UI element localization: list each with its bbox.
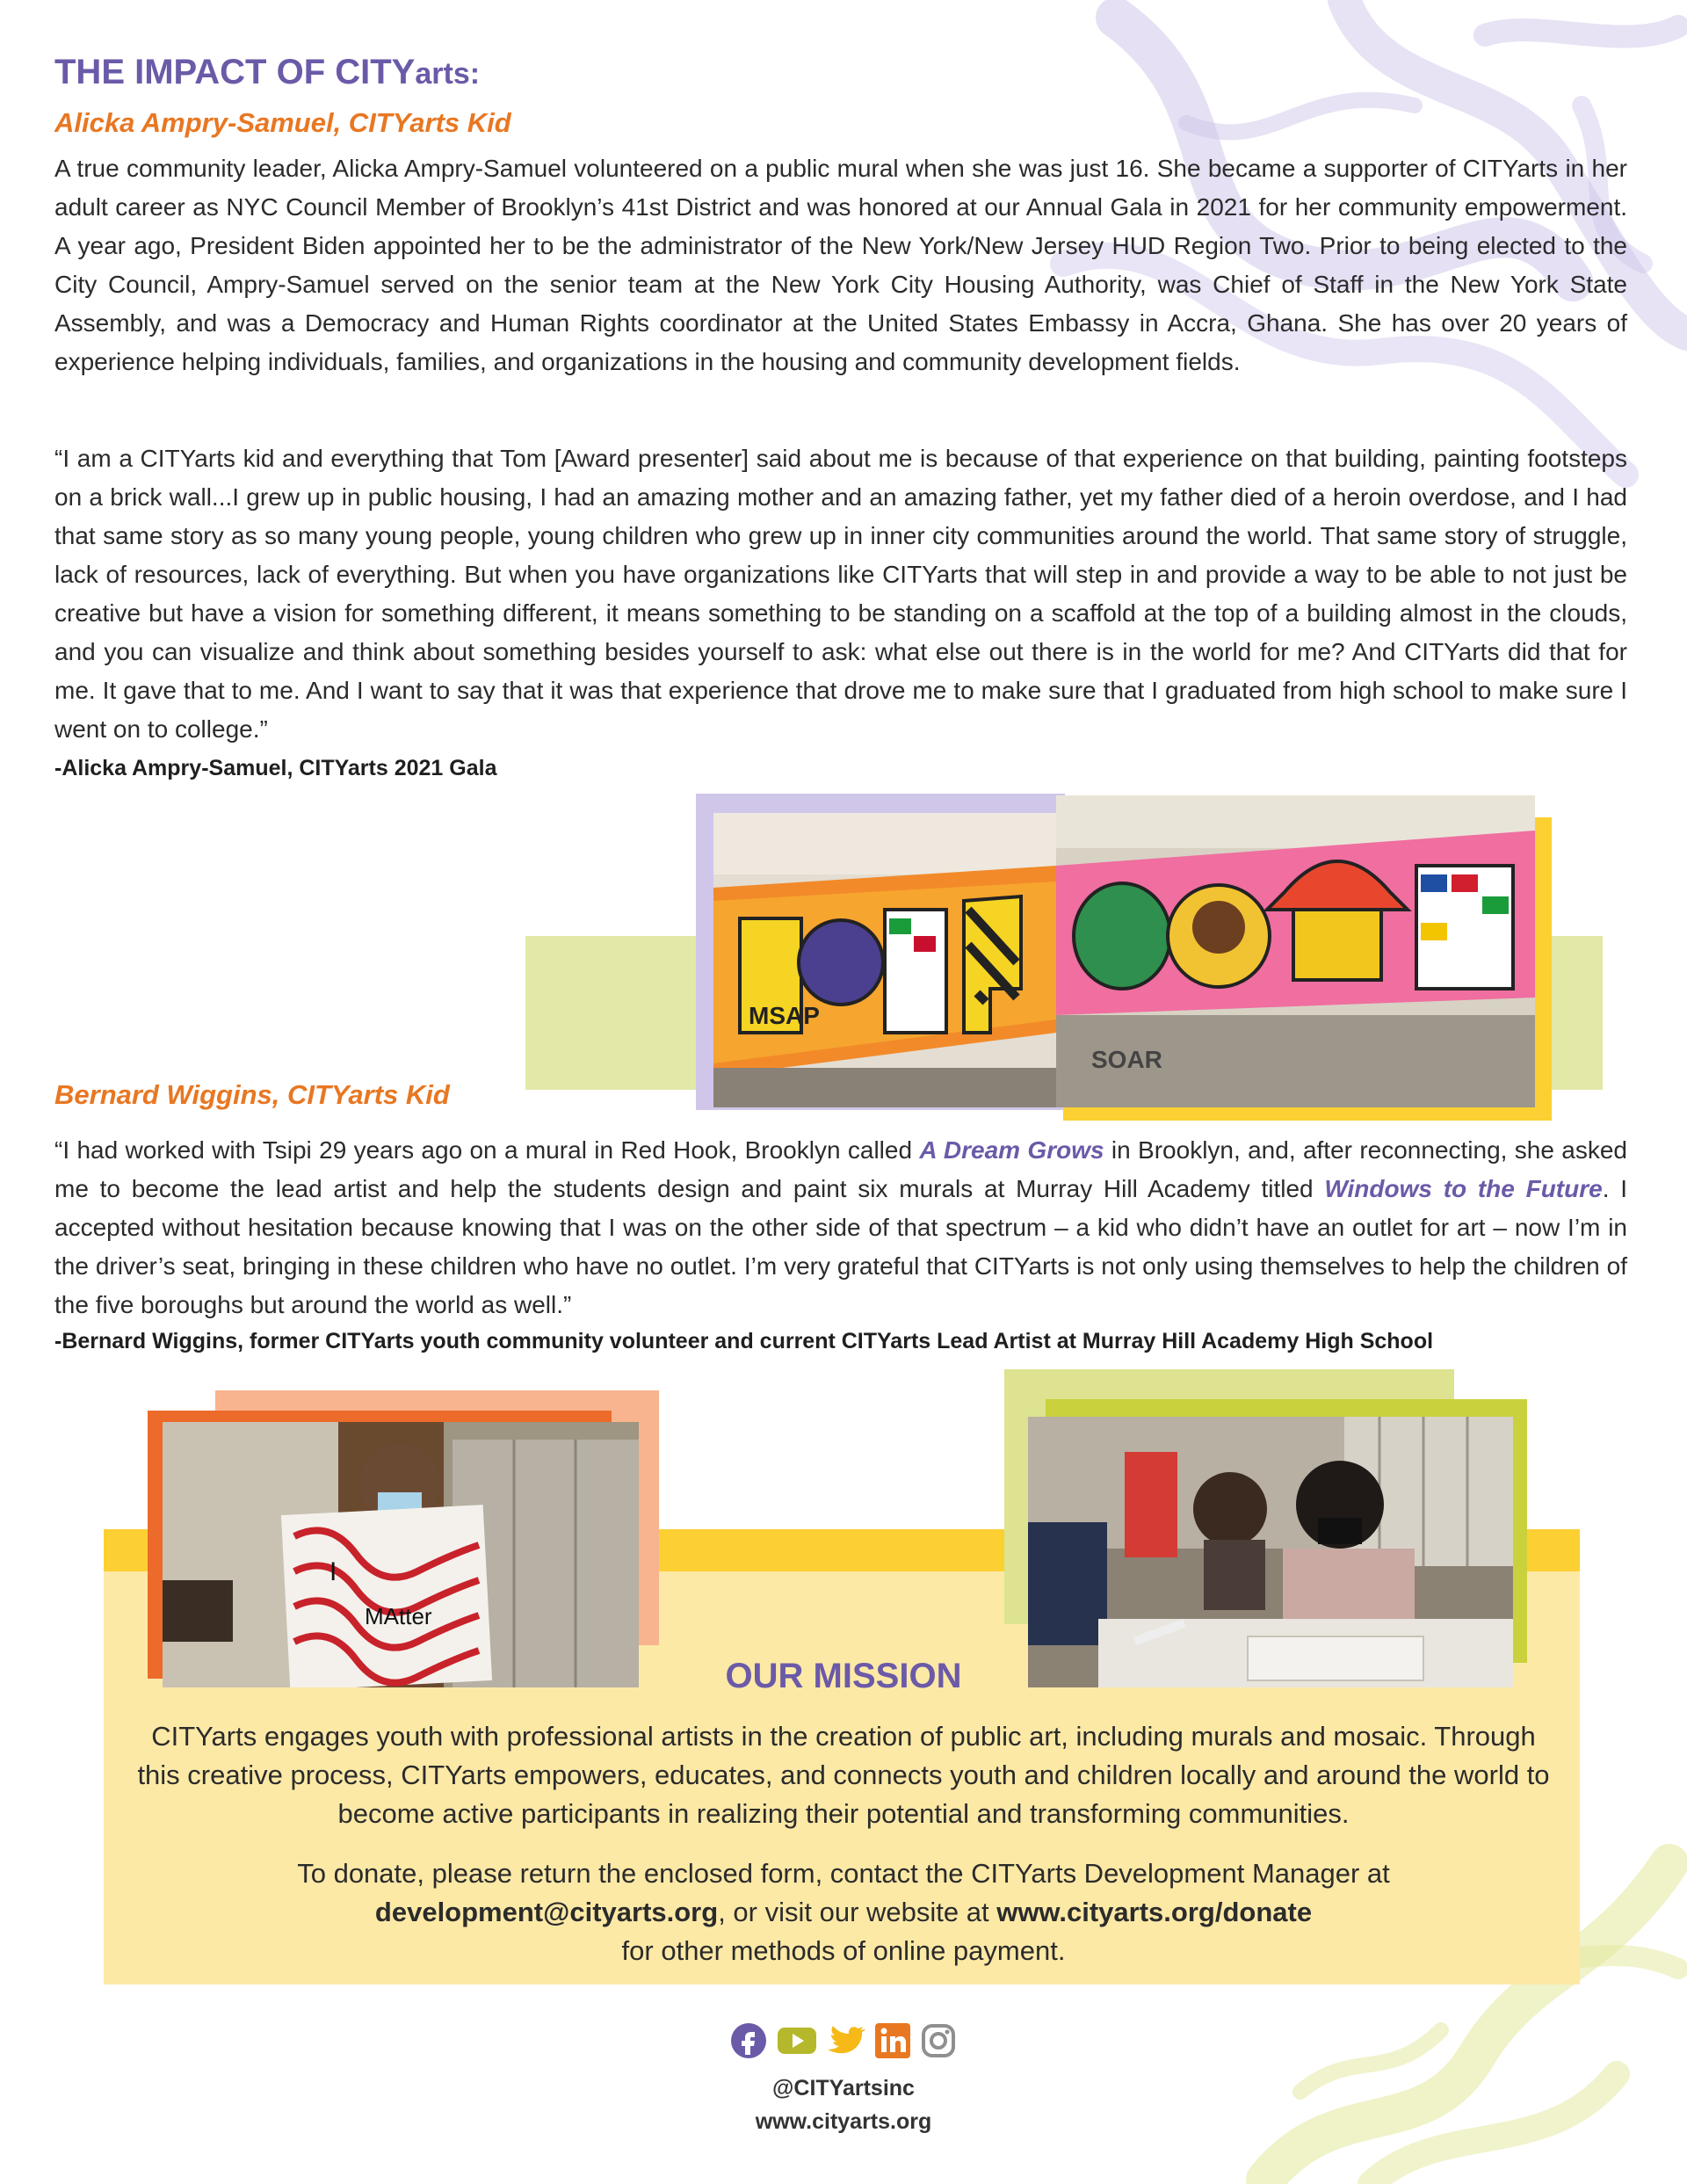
students-workshop-photo	[1028, 1417, 1513, 1687]
instagram-icon[interactable]	[919, 2021, 958, 2060]
mural-photo-msap-image	[713, 813, 1056, 1107]
facebook-icon[interactable]	[729, 2021, 768, 2060]
donate-email-link[interactable]: development@cityarts.org	[374, 1897, 719, 1927]
students-workshop-photo-image	[1028, 1417, 1513, 1687]
mural-photo-soar-image	[1056, 795, 1535, 1107]
mission-statement: CITYarts engages youth with professional artists in the creation of public art, including murals and mosaic. Through this creative process, CITYarts empowers, educates, and connects youth and children locally and around the world to become active participants in realizing their potential and transforming communities.	[137, 1721, 1550, 1829]
mural-title-windows-to-the-future: Windows to the Future	[1324, 1175, 1603, 1202]
section1-quote: “I am a CITYarts kid and everything that Tom [Award presenter] said about me is because of that experience on that building, painting footsteps on a brick wall...I grew up in public housing, I had an amazing mother and an amazing father, yet my father died of a heroin overdose, and I had that same story as so many young people, young children who grew up in inner city communities around the world. That same story of struggle, lack of resources, lack of everything. But when you have organizations like CITYarts that will step in and provide a way to be able to not just be creative but have a vision for something different, it means something to be standing on a scaffold at the top of a building almost in the clouds, and you can visualize and think about something besides yourself to ask: what else out there is in the world for me? And CITYarts did that for me. It gave that to me. And I want to say that it was that experience that drove me to make sure that I graduated from high school to make sure I went on to college.”	[54, 445, 1627, 743]
donate-line-2	[132, 1893, 1555, 1932]
mural-letters-right: SOAR	[1091, 1046, 1162, 1073]
mural-photo-msap	[713, 813, 1056, 1107]
page-title: THE IMPACT OF CITYarts:	[54, 53, 481, 91]
mission-title: OUR MISSION	[725, 1657, 962, 1695]
mural-photo-soar	[1056, 795, 1535, 1107]
donate-text-between: , or visit our website at	[718, 1897, 997, 1927]
quote-text-part2: in Brooklyn, and, after reconnecting, she asked me to become the lead artist and help the students design and paint six murals at Murray Hill Academy titled	[54, 1136, 1627, 1202]
donate-line-3: for other methods of online payment.	[621, 1935, 1066, 1966]
student-poster-photo-image	[163, 1422, 639, 1687]
donate-line-1: To donate, please return the enclosed form, contact the CITYarts Development Manager at	[297, 1858, 1390, 1889]
poster-word-1: I	[329, 1557, 337, 1586]
student-poster-photo	[163, 1422, 639, 1687]
section2-quote	[54, 1131, 1627, 1324]
youtube-icon[interactable]	[776, 2021, 818, 2060]
mural-title-a-dream-grows: A Dream Grows	[919, 1136, 1104, 1164]
linkedin-icon[interactable]	[873, 2021, 912, 2060]
poster-word-2: MAtter	[365, 1603, 432, 1629]
quote-text-part3: . I accepted without hesitation because knowing that I was on the other side of that spectrum – a kid who didn’t have an outlet for art – now I’m in the driver’s seat, bringing in these children who have no outlet. I’m very grateful that CITYarts is not only using themselves to help the children of the five boroughs but around the world as well.”	[54, 1175, 1627, 1318]
social-icons-row	[729, 2021, 958, 2060]
social-handle[interactable]: @CITYartsinc	[772, 2076, 915, 2101]
section2-subtitle: Bernard Wiggins, CITYarts Kid	[54, 1079, 450, 1110]
donate-website-link[interactable]: www.cityarts.org/donate	[996, 1897, 1313, 1927]
twitter-icon[interactable]	[825, 2021, 865, 2060]
section1-subtitle: Alicka Ampry-Samuel, CITYarts Kid	[54, 107, 511, 138]
section1-attribution: -Alicka Ampry-Samuel, CITYarts 2021 Gala	[54, 756, 497, 780]
footer-website-link[interactable]: www.cityarts.org	[755, 2109, 932, 2134]
section1-paragraph: A true community leader, Alicka Ampry-Samuel volunteered on a public mural when she was just 16. She became a supporter of CITYarts in her adult career as NYC Council Member of Brooklyn’s 41st District and was honored at our Annual Gala in 2021 for her community empowerment. A year ago, President Biden appointed her to be the administrator of the New York/New Jersey HUD Region Two. Prior to being elected to the City Council, Ampry-Samuel served on the senior team at the New York City Housing Authority, was Chief of Staff in the New York State Assembly, and was a Democracy and Human Rights coordinator at the United States Embassy in Accra, Ghana. She has over 20 years of experience helping individuals, families, and organizations in the housing and community development fields.	[54, 155, 1627, 375]
mural-letters-left: MSAP	[749, 1002, 820, 1029]
section2-attribution: -Bernard Wiggins, former CITYarts youth community volunteer and current CITYarts Lead Artist at Murray Hill Academy High School	[54, 1329, 1434, 1353]
quote-text-part1: “I had worked with Tsipi 29 years ago on a mural in Red Hook, Brooklyn called	[54, 1136, 920, 1164]
